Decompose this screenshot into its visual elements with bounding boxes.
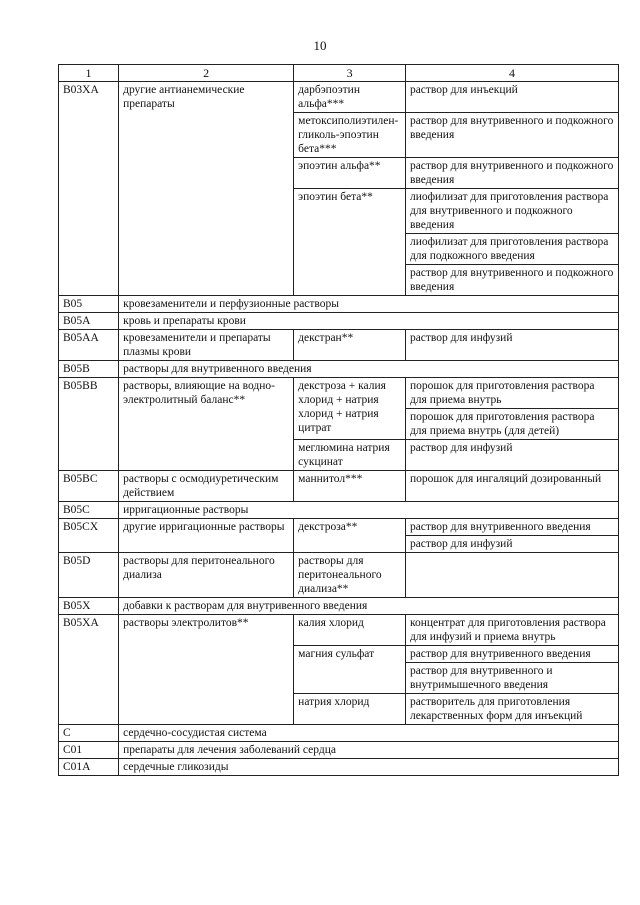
group-name: растворы для внутривенного введения [119, 361, 619, 378]
atc-code: B05BB [59, 378, 119, 471]
table-row [59, 615, 619, 646]
dosage-form: раствор для внутривенного и подкожного введения [405, 265, 618, 296]
group-name: ирригационные растворы [119, 502, 619, 519]
atc-code: B05XA [59, 615, 119, 725]
dosage-form: порошок для ингаляций дозированный [405, 471, 618, 502]
drug-name: декстран** [294, 330, 406, 361]
dosage-form: раствор для внутривенного введения [405, 646, 618, 663]
table-row [59, 378, 619, 409]
table-row [59, 82, 619, 113]
table-row [59, 598, 619, 615]
group-name: другие ирригационные растворы [119, 519, 294, 553]
atc-code: B05CX [59, 519, 119, 553]
group-name: другие антианемические препараты [119, 82, 294, 296]
dosage-form: лиофилизат для приготовления раствора для подкожного введения [405, 234, 618, 265]
atc-code: B05BC [59, 471, 119, 502]
atc-code: B05B [59, 361, 119, 378]
table-row [59, 725, 619, 742]
dosage-form: лиофилизат для приготовления раствора для внутривенного и подкожного введения [405, 189, 618, 234]
dosage-form: раствор для внутривенного и внутримышечного введения [405, 663, 618, 694]
atc-code: B05D [59, 553, 119, 598]
drug-name: декстроза + калия хлорид + натрия хлорид + натрия цитрат [294, 378, 406, 440]
group-name: сердечно-сосудистая система [119, 725, 619, 742]
atc-code: B05C [59, 502, 119, 519]
dosage-form: раствор для внутривенного и подкожного введения [405, 113, 618, 158]
atc-code: B05X [59, 598, 119, 615]
table-row [59, 519, 619, 536]
column-header: 4 [405, 65, 618, 82]
drug-table [58, 64, 619, 776]
drug-name: дарбэпоэтин альфа*** [294, 82, 406, 113]
atc-code: B05AA [59, 330, 119, 361]
table-row [59, 742, 619, 759]
table-header-row [59, 65, 619, 82]
table-row [59, 471, 619, 502]
dosage-form: раствор для инфузий [405, 330, 618, 361]
atc-code: C01A [59, 759, 119, 776]
dosage-form: концентрат для приготовления раствора для инфузий и приема внутрь [405, 615, 618, 646]
dosage-form: раствор для внутривенного введения [405, 519, 618, 536]
column-header: 2 [119, 65, 294, 82]
dosage-form: раствор для внутривенного и подкожного введения [405, 158, 618, 189]
table-row [59, 759, 619, 776]
dosage-form [405, 553, 618, 598]
table-row [59, 502, 619, 519]
drug-name: эпоэтин альфа** [294, 158, 406, 189]
atc-code: B05 [59, 296, 119, 313]
drug-name: калия хлорид [294, 615, 406, 646]
drug-name: растворы для перитонеального диализа** [294, 553, 406, 598]
dosage-form: порошок для приготовления раствора для приема внутрь [405, 378, 618, 409]
group-name: кровезаменители и перфузионные растворы [119, 296, 619, 313]
atc-code: B05A [59, 313, 119, 330]
table-row [59, 296, 619, 313]
group-name: растворы электролитов** [119, 615, 294, 725]
table-row [59, 313, 619, 330]
group-name: кровь и препараты крови [119, 313, 619, 330]
atc-code: B03XA [59, 82, 119, 296]
group-name: препараты для лечения заболеваний сердца [119, 742, 619, 759]
dosage-form: раствор для инъекций [405, 82, 618, 113]
drug-name: маннитол*** [294, 471, 406, 502]
atc-code: C01 [59, 742, 119, 759]
group-name: растворы с осмодиуретическим действием [119, 471, 294, 502]
page-number: 10 [313, 38, 327, 53]
dosage-form: раствор для инфузий [405, 536, 618, 553]
drug-name: эпоэтин бета** [294, 189, 406, 296]
column-header: 3 [294, 65, 406, 82]
group-name: сердечные гликозиды [119, 759, 619, 776]
group-name: кровезаменители и препараты плазмы крови [119, 330, 294, 361]
atc-code: C [59, 725, 119, 742]
group-name: растворы для перитонеального диализа [119, 553, 294, 598]
drug-name: метоксиполиэтилен-гликоль-эпоэтин бета*** [294, 113, 406, 158]
group-name: добавки к растворам для внутривенного введения [119, 598, 619, 615]
drug-name: магния сульфат [294, 646, 406, 694]
drug-name: декстроза** [294, 519, 406, 553]
table-row [59, 553, 619, 598]
dosage-form: порошок для приготовления раствора для приема внутрь (для детей) [405, 409, 618, 440]
dosage-form: раствор для инфузий [405, 440, 618, 471]
drug-name: меглюмина натрия сукцинат [294, 440, 406, 471]
dosage-form: растворитель для приготовления лекарственных форм для инъекций [405, 694, 618, 725]
drug-name: натрия хлорид [294, 694, 406, 725]
group-name: растворы, влияющие на водно-электролитный баланс** [119, 378, 294, 471]
column-header: 1 [59, 65, 119, 82]
table-row [59, 361, 619, 378]
table-row [59, 330, 619, 361]
